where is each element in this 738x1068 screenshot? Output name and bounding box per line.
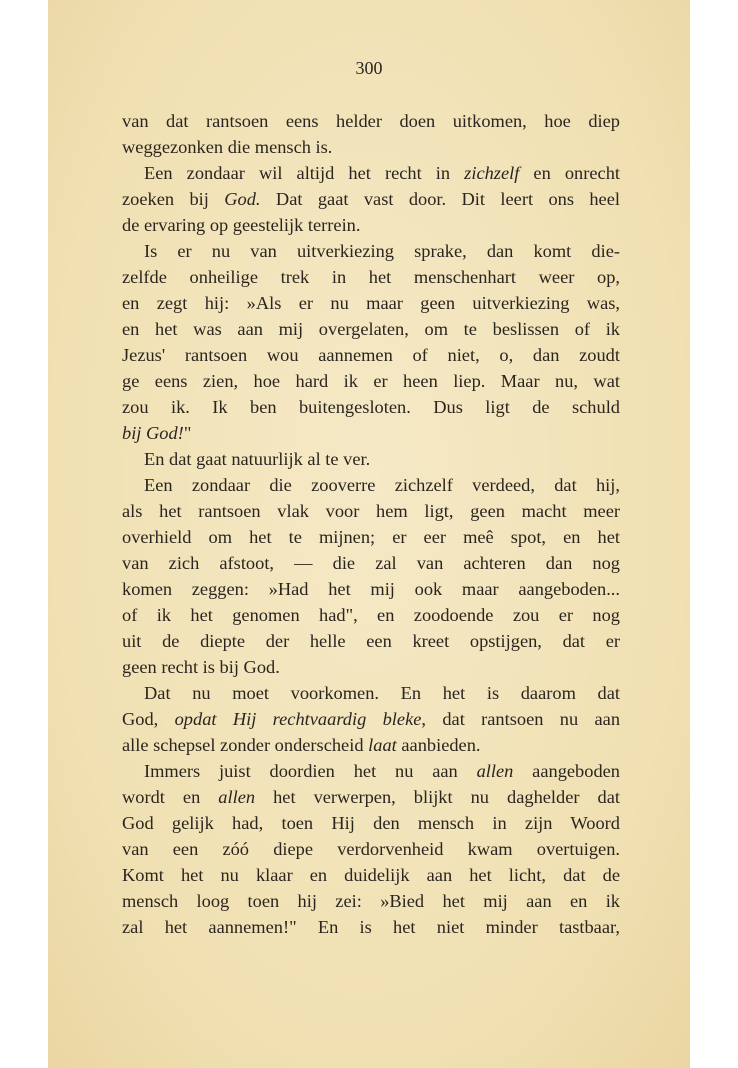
line-text: ge eens zien, hoe hard ik er heen liep. Maar nu, wat xyxy=(122,371,620,391)
line-text: uit de diepte der helle een kreet opstijgen, dat er xyxy=(122,631,620,651)
text-line xyxy=(122,758,620,784)
text-line xyxy=(122,914,620,940)
line-text: aanbieden. xyxy=(396,735,481,755)
line-text: overhield om het te mijnen; er eer meê spot, en het xyxy=(122,527,620,547)
text-line xyxy=(122,576,620,602)
line-text: Is er nu van uitverkiezing sprake, dan komt die- xyxy=(144,241,620,261)
text-line xyxy=(122,862,620,888)
line-text: Dat nu moet voorkomen. En het is daarom dat xyxy=(144,683,620,703)
line-text: mensch loog toen hij zei: »Bied het mij aan en ik xyxy=(122,891,620,911)
line-text: , dat rantsoen nu aan xyxy=(421,709,621,729)
page-number: 300 xyxy=(355,58,383,78)
italic-text: zichzelf xyxy=(464,163,520,183)
line-text: weggezonken die mensch is. xyxy=(122,137,333,157)
text-line xyxy=(122,498,620,524)
line-text: zal het aannemen!" En is het niet minder tastbaar, xyxy=(122,917,620,937)
text-line xyxy=(122,602,620,628)
line-text: alle schepsel zonder onderscheid xyxy=(122,735,369,755)
text-line xyxy=(122,238,620,264)
text-line xyxy=(122,836,620,862)
line-text: komen zeggen: »Had het mij ook maar aangeboden... xyxy=(122,579,620,599)
line-text: als het rantsoen vlak voor hem ligt, geen macht meer xyxy=(122,501,620,521)
line-text: aangeboden xyxy=(513,761,620,781)
line-text: geen recht is bij God. xyxy=(122,657,280,677)
italic-text: bij God! xyxy=(122,423,184,443)
line-text: van dat rantsoen eens helder doen uitkomen, hoe diep xyxy=(122,111,620,131)
text-line xyxy=(122,732,620,758)
text-line xyxy=(122,186,620,212)
line-text: En dat gaat natuurlijk al te ver. xyxy=(144,449,371,469)
line-text: en het was aan mij overgelaten, om te beslissen of ik xyxy=(122,319,620,339)
body-text xyxy=(122,108,620,940)
italic-text: God. xyxy=(224,189,261,209)
line-text: Jezus' rantsoen wou aannemen of niet, o, dan zoudt xyxy=(122,345,620,365)
text-line xyxy=(122,368,620,394)
line-text: of ik het genomen had", en zoodoende zou er nog xyxy=(122,605,620,625)
line-text: zou ik. Ik ben buitengesloten. Dus ligt de schuld xyxy=(122,397,620,417)
line-text: en onrecht xyxy=(519,163,621,183)
text-line xyxy=(122,108,620,134)
italic-text: allen xyxy=(476,761,514,781)
line-text: van een zóó diepe verdorvenheid kwam overtuigen. xyxy=(122,839,620,859)
line-text: Een zondaar die zooverre zichzelf verdeed, dat hij, xyxy=(144,475,620,495)
line-text: Een zondaar wil altijd het recht in xyxy=(144,163,465,183)
text-line xyxy=(122,316,620,342)
text-line xyxy=(122,342,620,368)
line-text: God gelijk had, toen Hij den mensch in zijn Woord xyxy=(122,813,620,833)
line-text: het verwerpen, blijkt nu daghelder dat xyxy=(255,787,620,807)
text-line xyxy=(122,888,620,914)
text-line xyxy=(122,394,620,420)
book-page xyxy=(48,0,690,1068)
line-text: God, xyxy=(122,709,175,729)
text-line xyxy=(122,212,620,238)
italic-text: opdat Hij rechtvaardig bleke xyxy=(174,709,422,729)
italic-text: allen xyxy=(218,787,256,807)
line-text: de ervaring op geestelijk terrein. xyxy=(122,215,361,235)
text-line xyxy=(122,472,620,498)
line-text: wordt en xyxy=(122,787,219,807)
line-text: Immers juist doordien het nu aan xyxy=(144,761,477,781)
text-line xyxy=(122,264,620,290)
text-line xyxy=(122,706,620,732)
text-line xyxy=(122,550,620,576)
line-text: zoeken bij xyxy=(122,189,225,209)
line-text: Dat gaat vast door. Dit leert ons heel xyxy=(260,189,620,209)
text-line xyxy=(122,810,620,836)
text-line xyxy=(122,680,620,706)
italic-text: laat xyxy=(368,735,397,755)
text-line xyxy=(122,290,620,316)
line-text: en zegt hij: »Als er nu maar geen uitverkiezing was, xyxy=(122,293,620,313)
text-line xyxy=(122,446,620,472)
text-line xyxy=(122,654,620,680)
text-line xyxy=(122,420,620,446)
text-line xyxy=(122,524,620,550)
line-text: van zich afstoot, — die zal van achteren dan nog xyxy=(122,553,620,573)
text-line xyxy=(122,160,620,186)
line-text: Komt het nu klaar en duidelijk aan het licht, dat de xyxy=(122,865,620,885)
text-line xyxy=(122,784,620,810)
line-text: " xyxy=(183,423,192,443)
text-line xyxy=(122,628,620,654)
text-line xyxy=(122,134,620,160)
line-text: zelfde onheilige trek in het menschenhart weer op, xyxy=(122,267,620,287)
